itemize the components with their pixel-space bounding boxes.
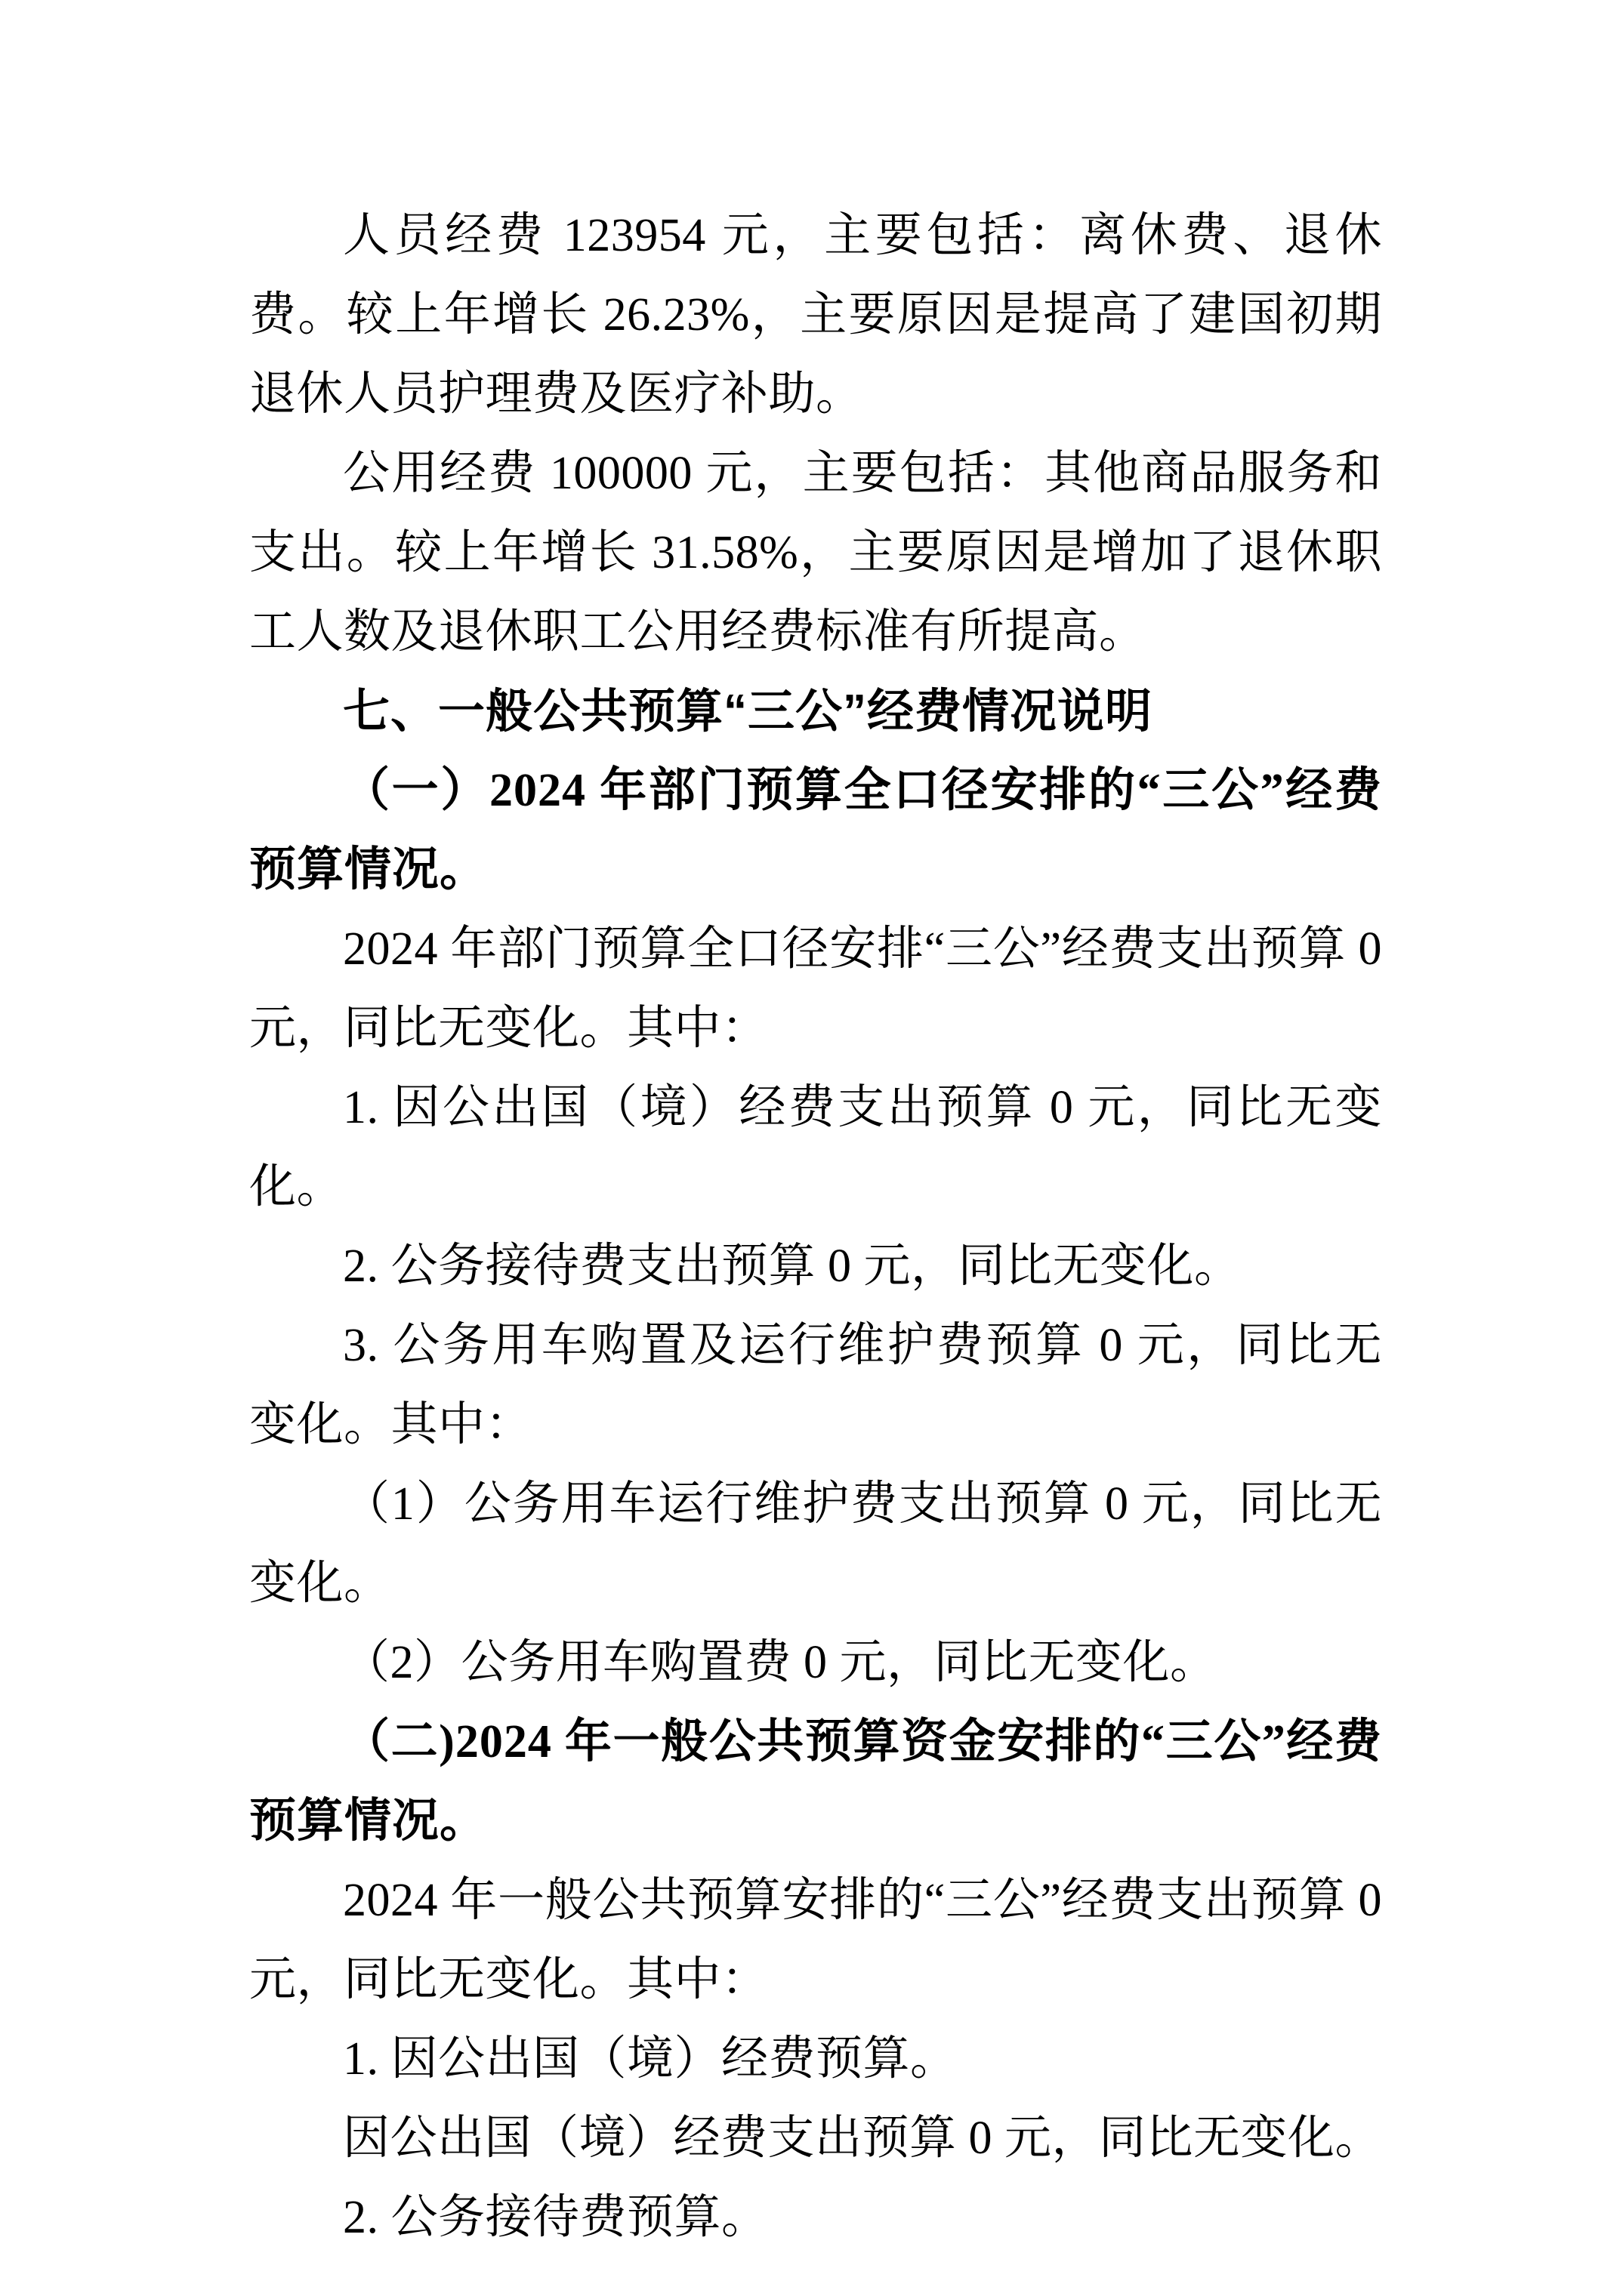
- list-item-reception-expense: 2. 公务接待费支出预算 0 元，同比无变化。: [343, 1240, 1242, 1292]
- page-content: [249, 196, 1382, 2257]
- subsection-heading-two: （二)2024 年一般公共预算资金安排的“三公”经费预算情况。: [249, 1716, 1382, 1847]
- paragraph-public-funds: 公用经费 100000 元，主要包括：其他商品服务和支出。较上年增长 31.58%，主要原因是增加了退休职工人数及退休职工公用经费标准有所提高。: [249, 448, 1382, 658]
- list-item-vehicle-expense: 3. 公务用车购置及运行维护费预算 0 元，同比无变化。其中：: [249, 1320, 1382, 1450]
- paragraph-abroad-budget-detail: 因公出国（境）经费支出预算 0 元，同比无变化。: [343, 2113, 1383, 2164]
- subsection-heading-one: （一）2024 年部门预算全口径安排的“三公”经费预算情况。: [249, 765, 1382, 895]
- paragraph-personnel-funds: 人员经费 123954 元，主要包括：离休费、退休费。较上年增长 26.23%，主要原因是提高了建国初期退休人员护理费及医疗补助。: [249, 210, 1382, 420]
- section-heading-seven: 七、一般公共预算“三公”经费情况说明: [343, 686, 1153, 738]
- paragraph-general-budget: 2024 年一般公共预算安排的“三公”经费支出预算 0 元，同比无变化。其中：: [249, 1875, 1382, 2005]
- list-item-reception-budget: 2. 公务接待费预算。: [343, 2192, 769, 2243]
- list-item-abroad-expense: 1. 因公出国（境）经费支出预算 0 元，同比无变化。: [249, 1082, 1382, 1213]
- list-item-abroad-budget: 1. 因公出国（境）经费预算。: [343, 2033, 958, 2085]
- list-item-vehicle-purchase: （2）公务用车购置费 0 元，同比无变化。: [343, 1637, 1217, 1688]
- paragraph-full-caliber-budget: 2024 年部门预算全口径安排“三公”经费支出预算 0 元，同比无变化。其中：: [249, 923, 1382, 1054]
- list-item-vehicle-maintenance: （1）公务用车运行维护费支出预算 0 元，同比无变化。: [249, 1478, 1382, 1609]
